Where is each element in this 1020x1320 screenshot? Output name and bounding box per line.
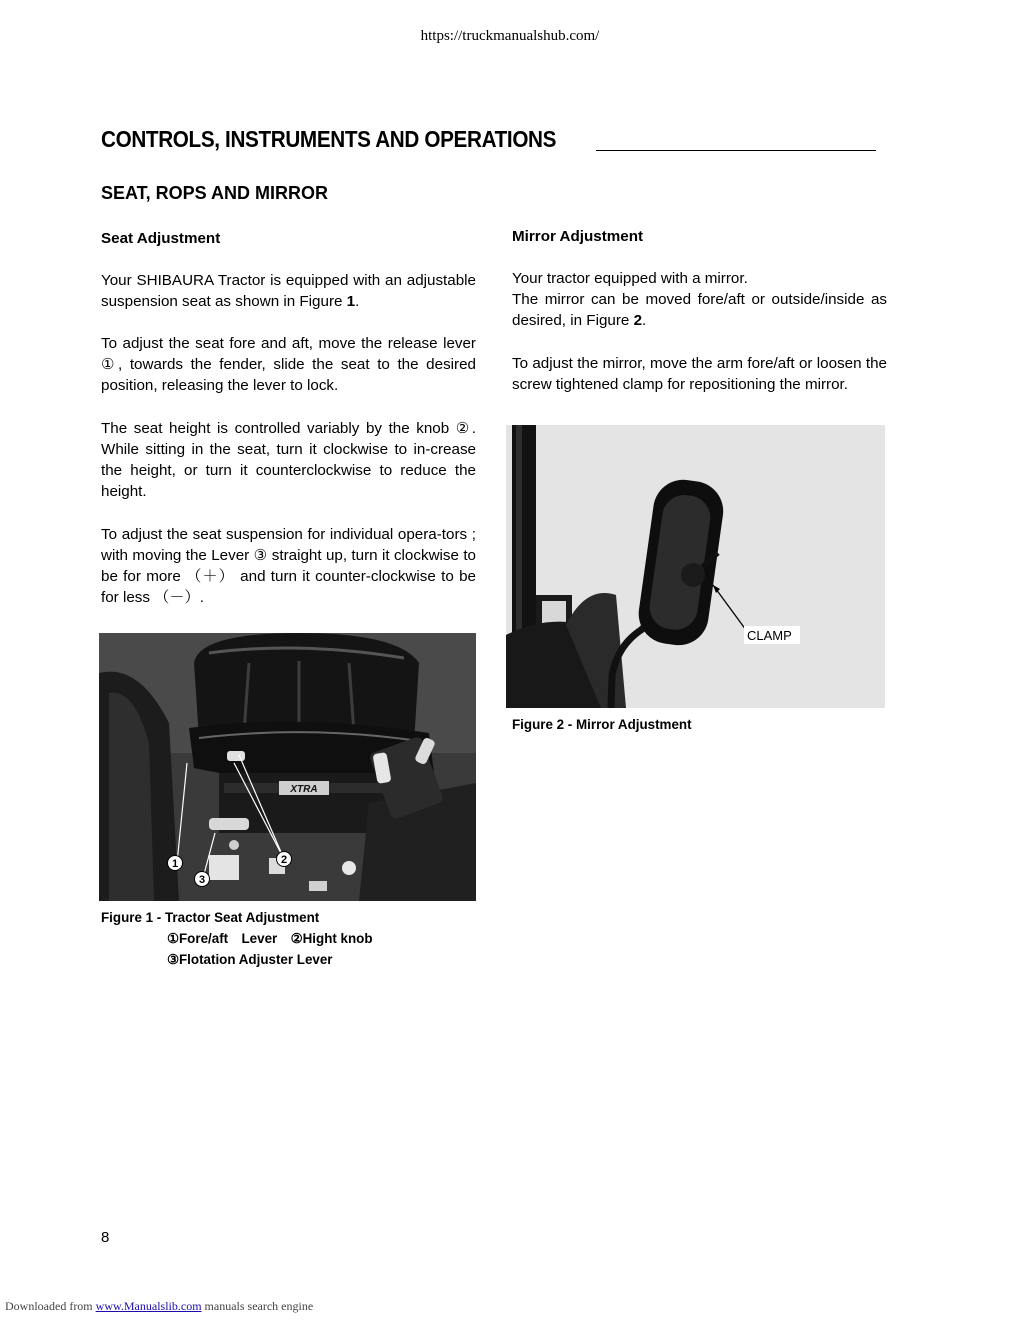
mirror-paragraph-1a: Your tractor equipped with a mirror. [512,270,748,287]
title-rule [596,150,876,151]
seat-paragraph-2: To adjust the seat fore and aft, move the release lever ①, towards the fender, slide the seat to the desired position, releasing the lever to lock. [101,335,476,394]
seat-paragraph-3: The seat height is controlled variably by the knob ②. While sitting in the seat, turn it clockwise to in-crease the height, or turn it counterclockwise to reduce the height. [101,420,476,500]
figure-ref-1: 1 [346,293,356,310]
clamp-label: CLAMP [747,628,792,643]
callout-1 [168,856,183,871]
seat-paragraph-4: To adjust the seat suspension for individual opera-tors ; with moving the Lever ③ straight up, turn it clockwise to be for more （＋） and turn it counter-clockwise to be for less （－）. [101,526,476,606]
download-footer: Downloaded from www.Manualslib.com manuals search engine [5,1299,314,1313]
figure-1-caption: Figure 1 - Tractor Seat Adjustment [101,910,320,925]
figure-1-legend-line-1: ①Fore/aft Lever ②Hight knob [167,931,373,946]
figure-2-caption: Figure 2 - Mirror Adjustment [512,717,692,732]
figure-2-mirror-photo [506,425,885,708]
mirror-adjustment-column [512,226,887,395]
callout-3 [195,872,210,887]
chapter-title: CONTROLS, INSTRUMENTS AND OPERATIONS [101,126,557,152]
callout-2 [277,852,292,867]
svg-text:3: 3 [198,874,206,886]
mirror-paragraph-1b: The mirror can be moved fore/aft or outside/inside as desired, in Figure 2. [512,291,887,329]
figure-ref-2: 2 [633,312,643,329]
seat-badge-text: XTRA [290,784,318,795]
seat-adjustment-heading: Seat Adjustment [101,230,221,247]
figure-1-legend-line-2: ③Flotation Adjuster Lever [167,952,333,967]
section-title: SEAT, ROPS AND MIRROR [101,183,329,203]
svg-text:1: 1 [171,858,179,870]
seat-paragraph-1: Your SHIBAURA Tractor is equipped with an adjustable suspension seat as shown in Figure 1. [101,272,476,310]
mirror-adjustment-heading: Mirror Adjustment [512,228,644,245]
header-url: https://truckmanualshub.com/ [420,28,600,44]
seat-illustration [99,633,476,901]
seat-adjustment-column [101,228,476,608]
figure-1-seat-photo [99,633,476,901]
svg-text:2: 2 [280,854,288,866]
page-number: 8 [101,1229,110,1246]
manualslib-link[interactable]: www.Manualslib.com [95,1299,202,1313]
mirror-paragraph-2: To adjust the mirror, move the arm fore/aft or loosen the screw tightened clamp for repositioning the mirror. [512,355,887,393]
mirror-illustration [506,425,885,708]
